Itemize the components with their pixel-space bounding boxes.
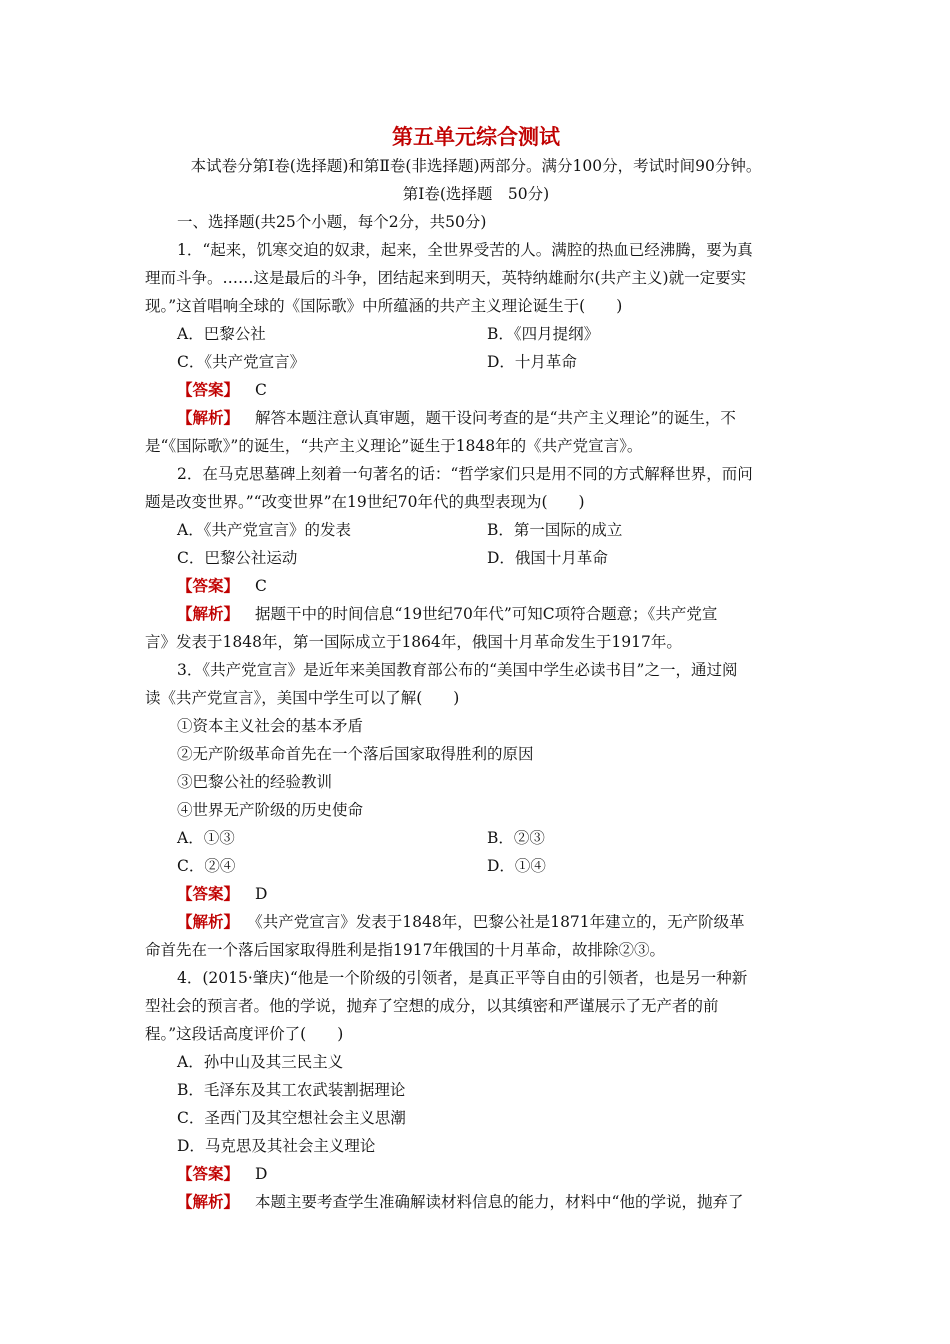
options-row (145, 824, 807, 852)
question-1 (145, 236, 807, 460)
options-row (145, 348, 807, 376)
question-stem-line: 理而斗争。……这是最后的斗争，团结起来到明天，英特纳雄耐尔(共产主义)就一定要实 (145, 269, 747, 287)
question-stem-line: 题是改变世界。”“改变世界”在19世纪70年代的典型表现为( ) (145, 493, 585, 511)
option-d: D．俄国十月革命 (487, 549, 608, 567)
analysis-line (145, 600, 807, 628)
analysis-label: 【解析】 (177, 912, 240, 931)
options-row (145, 320, 807, 348)
question-stem-line: 3．《共产党宣言》是近年来美国教育部公布的“美国中学生必读书目”之一，通过阅 (177, 661, 738, 679)
answer-label: 【答案】 (177, 380, 240, 399)
answer-value: D (255, 885, 268, 903)
options-row (145, 544, 807, 572)
option-c: C．②④ (177, 857, 236, 875)
question-stem-line: 4．(2015·肇庆)“他是一个阶级的引领者，是真正平等自由的引领者，也是另一种新 (177, 969, 748, 987)
analysis-line (145, 1188, 807, 1216)
option-d: D．①④ (487, 857, 546, 875)
answer-line (145, 572, 807, 600)
answer-value: D (255, 1165, 268, 1183)
statement-item: ③巴黎公社的经验教训 (177, 773, 333, 791)
analysis-line (145, 404, 807, 432)
analysis-label: 【解析】 (177, 604, 240, 623)
analysis-text: 据题干中的时间信息“19世纪70年代”可知C项符合题意；《共产党宣 (255, 605, 718, 623)
analysis-text: 本题主要考查学生准确解读材料信息的能力，材料中“他的学说，抛弃了 (255, 1193, 744, 1211)
option-c: C．圣西门及其空想社会主义思潮 (177, 1109, 406, 1127)
question-stem-line: 现。”这首唱响全球的《国际歌》中所蕴涵的共产主义理论诞生于( ) (145, 297, 623, 315)
options-row (145, 516, 807, 544)
answer-label: 【答案】 (177, 1164, 240, 1183)
exam-intro: 本试卷分第Ⅰ卷(选择题)和第Ⅱ卷(非选择题)两部分。满分100分，考试时间90分钟。 (190, 157, 762, 175)
option-b: B．毛泽东及其工农武装割据理论 (177, 1081, 406, 1099)
question-3 (145, 656, 807, 964)
analysis-line: 命首先在一个落后国家取得胜利是指1917年俄国的十月革命，故排除②③。 (145, 941, 665, 959)
option-c: C．《共产党宣言》 (177, 353, 306, 371)
analysis-line: 言》发表于1848年，第一国际成立于1864年，俄国十月革命发生于1917年。 (145, 633, 682, 651)
option-a: A．《共产党宣言》的发表 (177, 521, 351, 539)
analysis-label: 【解析】 (177, 408, 240, 427)
option-a: A．巴黎公社 (177, 325, 266, 343)
answer-label: 【答案】 (177, 884, 240, 903)
question-4 (145, 964, 807, 1216)
part-heading: 第Ⅰ卷(选择题 50分) (402, 185, 550, 203)
option-b: B．②③ (487, 829, 545, 847)
answer-value: C (255, 381, 267, 399)
question-stem-line: 程。”这段话高度评价了( ) (145, 1025, 344, 1043)
question-stem-line: 1．“起来，饥寒交迫的奴隶，起来，全世界受苦的人。满腔的热血已经沸腾，要为真 (177, 241, 753, 259)
answer-line (145, 376, 807, 404)
option-a: A．孙中山及其三民主义 (177, 1053, 344, 1071)
analysis-line (145, 908, 807, 936)
analysis-label: 【解析】 (177, 1192, 240, 1211)
options-row (145, 852, 807, 880)
question-2 (145, 460, 807, 656)
analysis-line: 是“《国际歌》”的诞生，“共产主义理论”诞生于1848年的《共产党宣言》。 (145, 437, 643, 455)
analysis-text: 《共产党宣言》发表于1848年，巴黎公社是1871年建立的，无产阶级革 (255, 913, 745, 931)
statement-item: ④世界无产阶级的历史使命 (177, 801, 364, 819)
option-b: B．《四月提纲》 (487, 325, 600, 343)
analysis-text: 解答本题注意认真审题，题干设问考查的是“共产主义理论”的诞生，不 (255, 409, 736, 427)
option-b: B．第一国际的成立 (487, 521, 623, 539)
question-stem-line: 2．在马克思墓碑上刻着一句著名的话：“哲学家们只是用不同的方式解释世界，而问 (177, 465, 753, 483)
page-title: 第五单元综合测试 (392, 124, 560, 149)
answer-line (145, 1160, 807, 1188)
option-d: D．马克思及其社会主义理论 (177, 1137, 376, 1155)
statement-item: ①资本主义社会的基本矛盾 (177, 717, 364, 735)
question-stem-line: 型社会的预言者。他的学说，抛弃了空想的成分，以其缜密和严谨展示了无产者的前 (145, 997, 719, 1015)
section-heading: 一、选择题(共25个小题，每个2分，共50分) (177, 213, 487, 231)
option-c: C．巴黎公社运动 (177, 549, 298, 567)
option-d: D．十月革命 (487, 353, 577, 371)
option-a: A．①③ (177, 829, 235, 847)
question-stem-line: 读《共产党宣言》，美国中学生可以了解( ) (145, 689, 460, 707)
statement-item: ②无产阶级革命首先在一个落后国家取得胜利的原因 (177, 745, 534, 763)
answer-label: 【答案】 (177, 576, 240, 595)
document-content (145, 122, 807, 1216)
answer-value: C (255, 577, 267, 595)
answer-line (145, 880, 807, 908)
